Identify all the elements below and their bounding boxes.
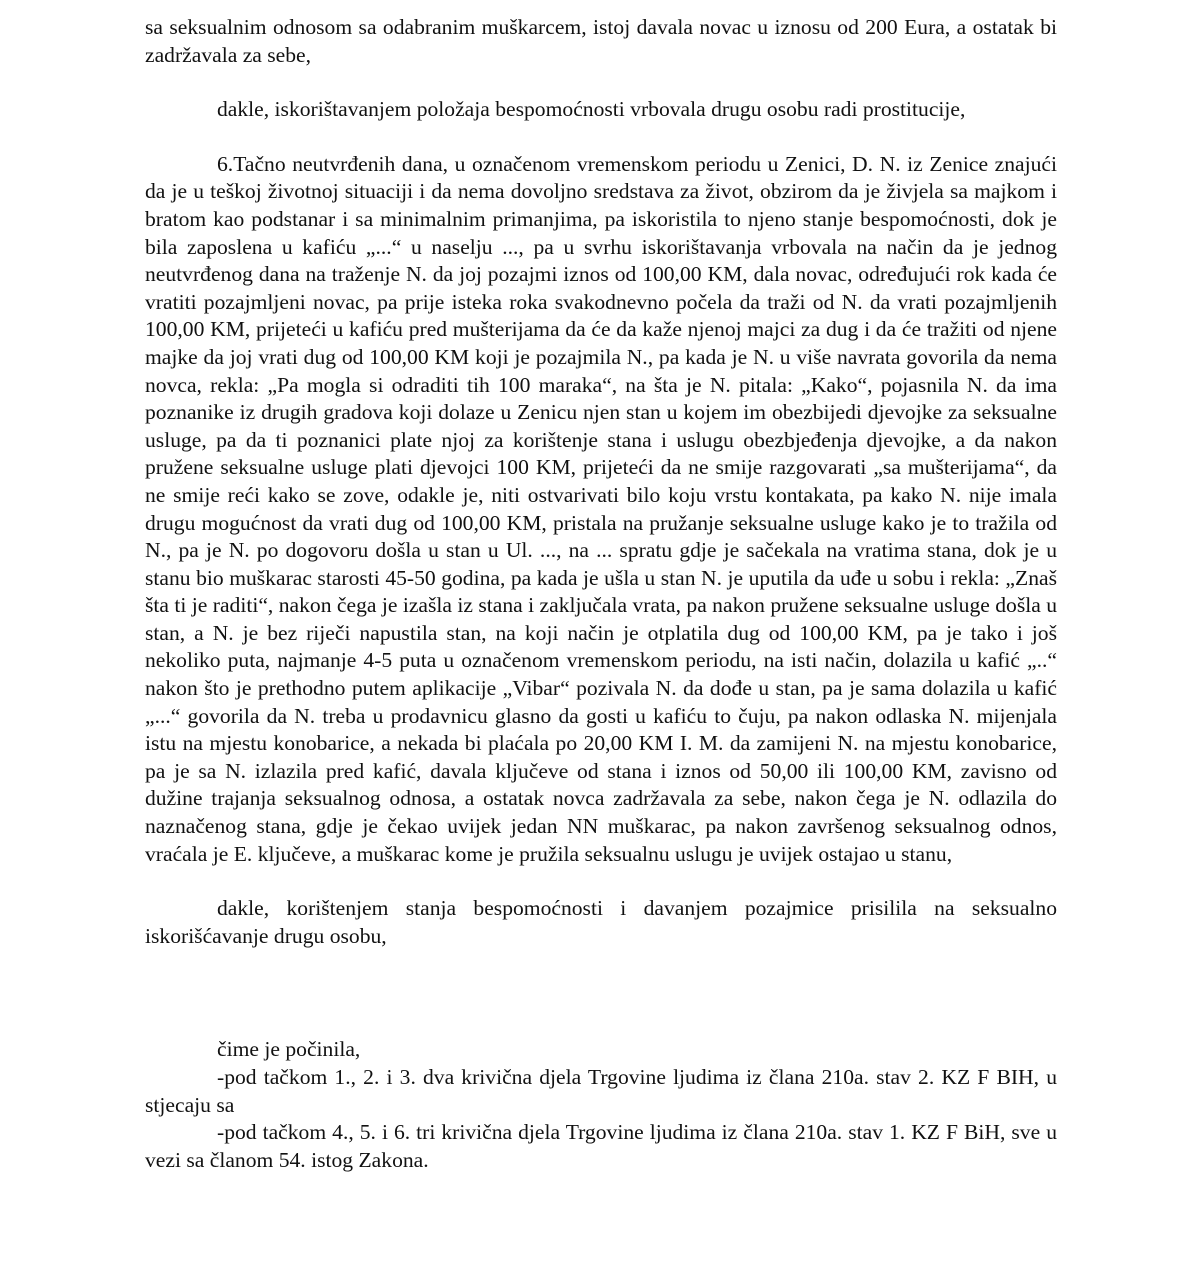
paragraph-item-6: 6.Tačno neutvrđenih dana, u označenom vremenskom periodu u Zenici, D. N. iz Zenice znajući da je u teškoj životnoj situaciji i da nema dovoljno sredstava za život, obzirom da je živjela sa majkom i bratom kao podstanar i sa minimalnim primanjima, pa iskoristila to njeno stanje bespomoćnosti, dok je bila zaposlena u kafiću „...“ u naselju ..., pa u svrhu iskorištavanja vrbovala na način da je jednog neutvrđenog dana na traženje N. da joj pozajmi iznos od 100,00 KM, dala novac, određujući rok kada će vratiti pozajmljeni novac, pa prije isteka roka svakodnevno počela da traži od N. da vrati pozajmljenih 100,00 KM, prijeteći u kafiću pred mušterijama da će da kaže njenoj majci za dug i da će tražiti od njene majke da joj vrati dug od 100,00 KM koji je pozajmila N., pa kada je N. u više navrata govorila da nema novca, rekla: „Pa mogla si odraditi tih 100 maraka“, na šta je N. pitala: „Kako“, pojasnila N. da ima poznanike iz drugih gradova koji dolaze u Zenicu njen stan u kojem im obezbijedi djevojke za seksualne usluge, pa da ti poznanici plate njoj za korištenje stana i uslugu obezbjeđenja djevojke, a da nakon pružene seksualne usluge plati djevojci 100 KM, prijeteći da ne smije razgovarati „sa mušterijama“, da ne smije reći kako se zove, odakle je, niti ostvarivati bilo koju vrstu kontakata, pa kako N. nije imala drugu mogućnost da vrati dug od 100,00 KM, pristala na pružanje seksualne usluge kako je to tražila od N., pa je N. po dogovoru došla u stan u Ul. ..., na ... spratu gdje je sačekala na vratima stana, dok je u stanu bio muškarac starosti 45-50 godina, pa kada je ušla u stan N. je uputila da uđe u sobu i rekla: „Znaš šta ti je raditi“, nakon čega je izašla iz stana i zaključala vrata, pa nakon pružene seksualne usluge došla u stan, a N. je bez riječi napustila stan, na koji način je otplatila dug od 100,00 KM, pa je tako i još nekoliko puta, najmanje 4-5 puta u označenom vremenskom periodu, na isti način, dolazila u kafić „..“ nakon što je prethodno putem aplikacije „Vibar“ pozivala N. da dođe u stan, pa je sama dolazila u kafić „...“ govorila da N. treba u prodavnicu glasno da gosti u kafiću to čuju, pa nakon odlaska N. mijenjala istu na mjestu konobarice, a nekada bi plaćala po 20,00 KM I. M. da zamijeni N. na mjestu konobarice, pa je sa N. izlazila pred kafić, davala ključeve od stana i iznos od 50,00 ili 100,00 KM, zavisno od dužine trajanja seksualnog odnosa, a ostatak novca zadržavala za sebe, nakon čega je N. odlazila do naznačenog stana, gdje je čekao uvijek jedan NN muškarac, pa nakon završenog seksualnog odnos, vraćala je E. ključeve, a muškarac kome je pružila seksualnu uslugu je uvijek ostajao u stanu, [145,151,1057,866]
document-page [145,14,1057,1174]
charge-line-1: -pod tačkom 1., 2. i 3. dva krivična djela Trgovine ljudima iz člana 210a. stav 2. KZ F BIH, u stjecaju sa [145,1065,1057,1117]
charge-line-2: -pod tačkom 4., 5. i 6. tri krivična djela Trgovine ljudima iz člana 210a. stav 1. KZ F BiH, sve u vezi sa članom 54. istog Zakona. [145,1120,1057,1172]
paragraph-conclusion-6: dakle, korištenjem stanja bespomoćnosti i davanjem pozajmice prisilila na seksualno iskorišćavanje drugu osobu, [145,896,1057,948]
paragraph-continuation: sa seksualnim odnosom sa odabranim muškarcem, istoj davala novac u iznosu od 200 Eura, a ostatak bi zadržavala za sebe, [145,15,1057,67]
closing-intro: čime je počinila, [217,1037,361,1062]
paragraph-conclusion-5: dakle, iskorištavanjem položaja bespomoćnosti vrbovala drugu osobu radi prostitucije, [217,97,966,122]
closing-section [145,1036,1057,1174]
